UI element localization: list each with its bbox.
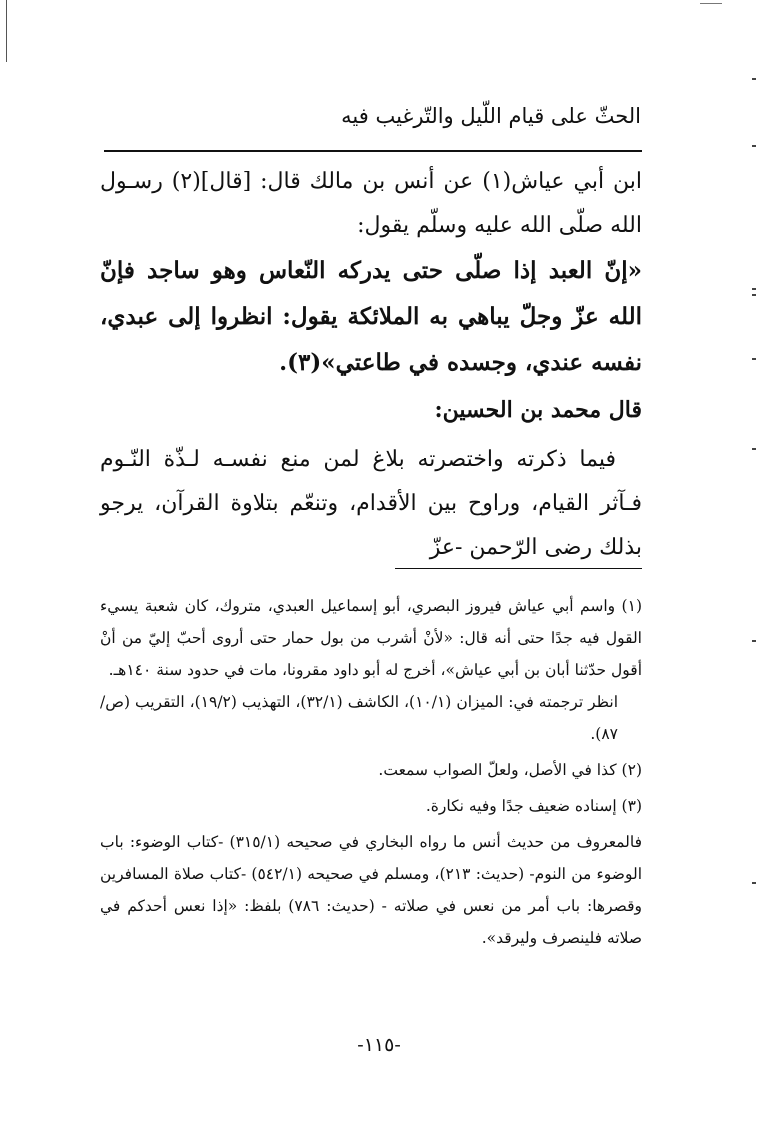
header-rule — [104, 150, 642, 152]
scan-mark — [752, 294, 756, 296]
paragraph: ابن أبي عياش(١) عن أنس بن مالك قال: [قال](٢) رسـول الله صلّى الله عليه وسلّم يقول: — [100, 169, 642, 238]
footnote-2: (٢) كذا في الأصل، ولعلّ الصواب سمعت. — [378, 761, 642, 779]
footnote-1: (١) واسم أبي عياش فيروز البصري، أبو إسماعيل العبدي، متروك، كان شعبة يسيء القول فيه جدًا حتى أنه قال: «لأنْ أشرب من بول حمار حتى أروى أحبّ إليّ من أنْ أقول حدّثنا أبان بن أبي عياش»، أخرج له أبو داود مقرونا، مات في حدود سنة ١٤٠هـ. — [100, 597, 642, 679]
scan-edge-line — [700, 3, 722, 4]
scan-mark — [752, 288, 756, 290]
footnotes — [100, 590, 642, 954]
footnote-1-reference: انظر ترجمته في: الميزان (١٠/١)، الكاشف (٣٢/١)، التهذيب (١٩/٢)، التقريب (ص/٨٧). — [100, 693, 619, 743]
running-head: الحثّ على قيام اللّيل والتّرغيب فيه — [341, 104, 641, 128]
scan-mark — [752, 78, 756, 80]
main-text — [100, 160, 642, 570]
hadith-quote: «إنّ العبد إذا صلّى حتى يدركه النّعاس وهو ساجد فإنّ الله عزّ وجلّ يباهي به الملائكة يقول: انظروا إلى عبدي، نفسه عندي، وجسده في طاعتي»(٣). — [100, 257, 642, 376]
section-heading: قال محمد بن الحسين: — [434, 397, 642, 423]
scan-mark — [752, 882, 756, 884]
page-number: -١١٥- — [357, 1034, 401, 1056]
footnote-3: (٣) إسناده ضعيف جدًا وفيه نكارة. — [425, 797, 642, 815]
paragraph: فيما ذكرته واختصرته بلاغ لمن منع نفسـه لـذّة النّـوم فـآثر القيام، وراوح بين الأقدام، وتنعّم بتلاوة القرآن، يرجو بذلك رضى الرّحمن -عزّ — [100, 447, 642, 560]
scan-edge-line — [6, 0, 7, 62]
footnote-rule — [395, 568, 642, 569]
scan-mark — [752, 145, 756, 147]
scan-mark — [752, 640, 756, 642]
footnote-3-continuation: فالمعروف من حديث أنس ما رواه البخاري في صحيحه (٣١٥/١) -كتاب الوضوء: باب الوضوء من النوم- (حديث: ٢١٣)، ومسلم في صحيحه (٥٤٢/١) -كتاب صلاة المسافرين وقصرها: باب أمر من نعس في صلاته - (حديث: ٧٨٦) بلفظ: «إذا نعس أحدكم في صلاته فلينصرف وليرقد». — [100, 833, 643, 947]
scan-mark — [752, 448, 756, 450]
scan-mark — [752, 358, 756, 360]
